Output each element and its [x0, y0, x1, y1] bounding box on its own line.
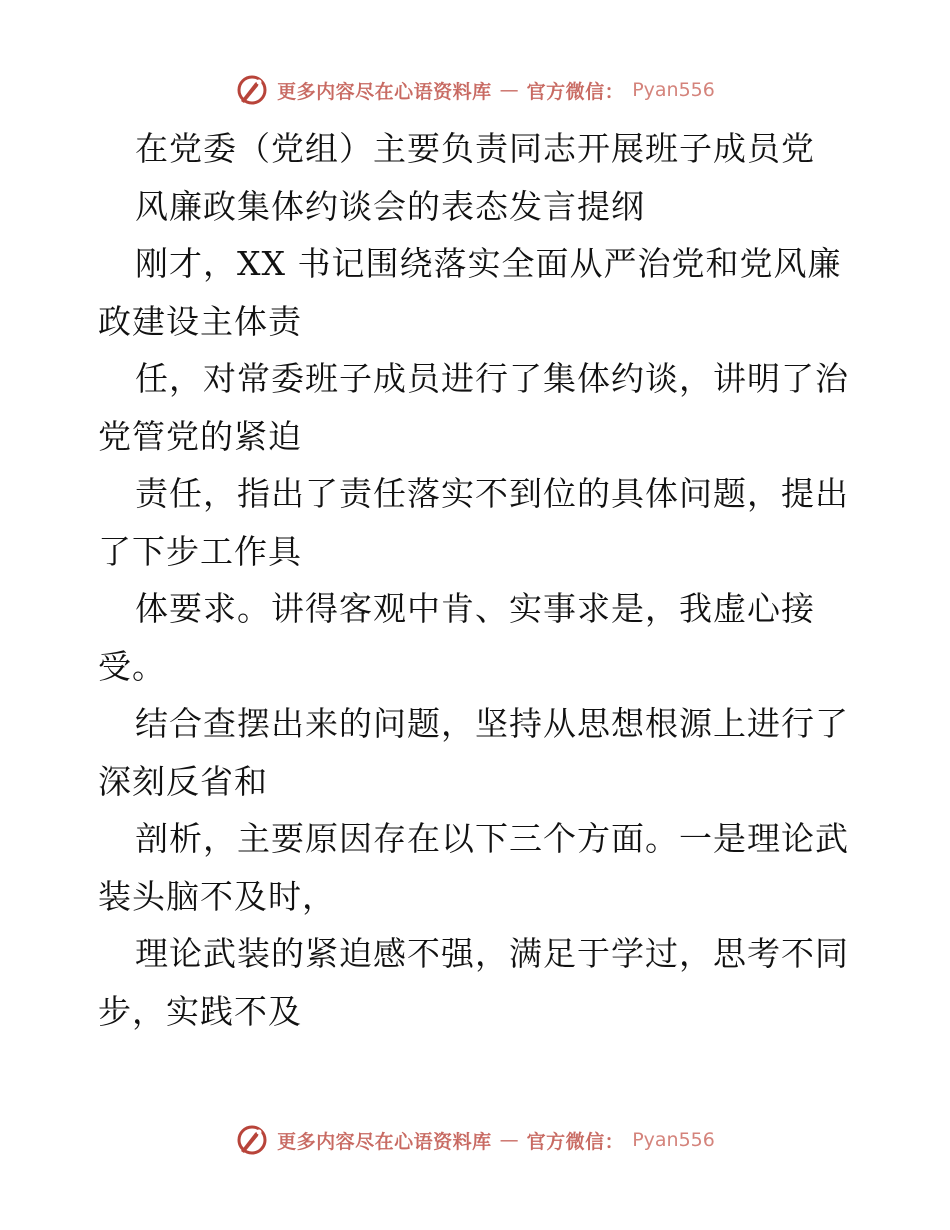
text-line: 责任，指出了责任落实不到位的具体问题，提出 — [135, 474, 849, 513]
text-line: 步，实践不及 — [98, 991, 302, 1031]
title-line-2: 风廉政集体约谈会的表态发言提纲 — [135, 186, 645, 226]
document-body — [98, 120, 858, 1040]
watermark-wechat-label: 官方微信： — [526, 80, 625, 103]
quill-logo-icon — [235, 73, 269, 107]
text-line: 受。 — [98, 646, 166, 686]
text-line: 理论武装的紧迫感不强，满足于学过，思考不同 — [135, 934, 849, 973]
footer-watermark — [0, 1120, 950, 1160]
quill-logo-icon — [235, 1123, 269, 1157]
watermark-site-text: 更多内容尽在心语资料库 — [277, 1130, 492, 1153]
header-watermark — [0, 70, 950, 110]
watermark-wechat-id: Pyan556 — [632, 1129, 715, 1151]
watermark-wechat-label: 官方微信： — [526, 1130, 625, 1153]
watermark-separator: — — [499, 1129, 519, 1151]
text-line: 刚才，XX 书记围绕落实全面从严治党和党风廉 — [135, 244, 842, 283]
watermark-site-text: 更多内容尽在心语资料库 — [277, 80, 492, 103]
text-line: 装头脑不及时， — [98, 876, 336, 916]
watermark-wechat-id: Pyan556 — [632, 79, 715, 101]
text-line: 党管党的紧迫 — [98, 416, 302, 456]
text-line: 剖析，主要原因存在以下三个方面。一是理论武 — [135, 819, 849, 858]
text-line: 体要求。讲得客观中肯、实事求是，我虚心接 — [135, 589, 815, 628]
text-line: 结合查摆出来的问题，坚持从思想根源上进行了 — [135, 704, 849, 743]
text-line: 任，对常委班子成员进行了集体约谈，讲明了治 — [135, 359, 849, 398]
watermark-separator: — — [499, 79, 519, 101]
text-line: 深刻反省和 — [98, 761, 268, 801]
text-line: 了下步工作具 — [98, 531, 302, 571]
text-line: 政建设主体责 — [98, 301, 302, 341]
title-line-1: 在党委（党组）主要负责同志开展班子成员党 — [135, 129, 815, 168]
